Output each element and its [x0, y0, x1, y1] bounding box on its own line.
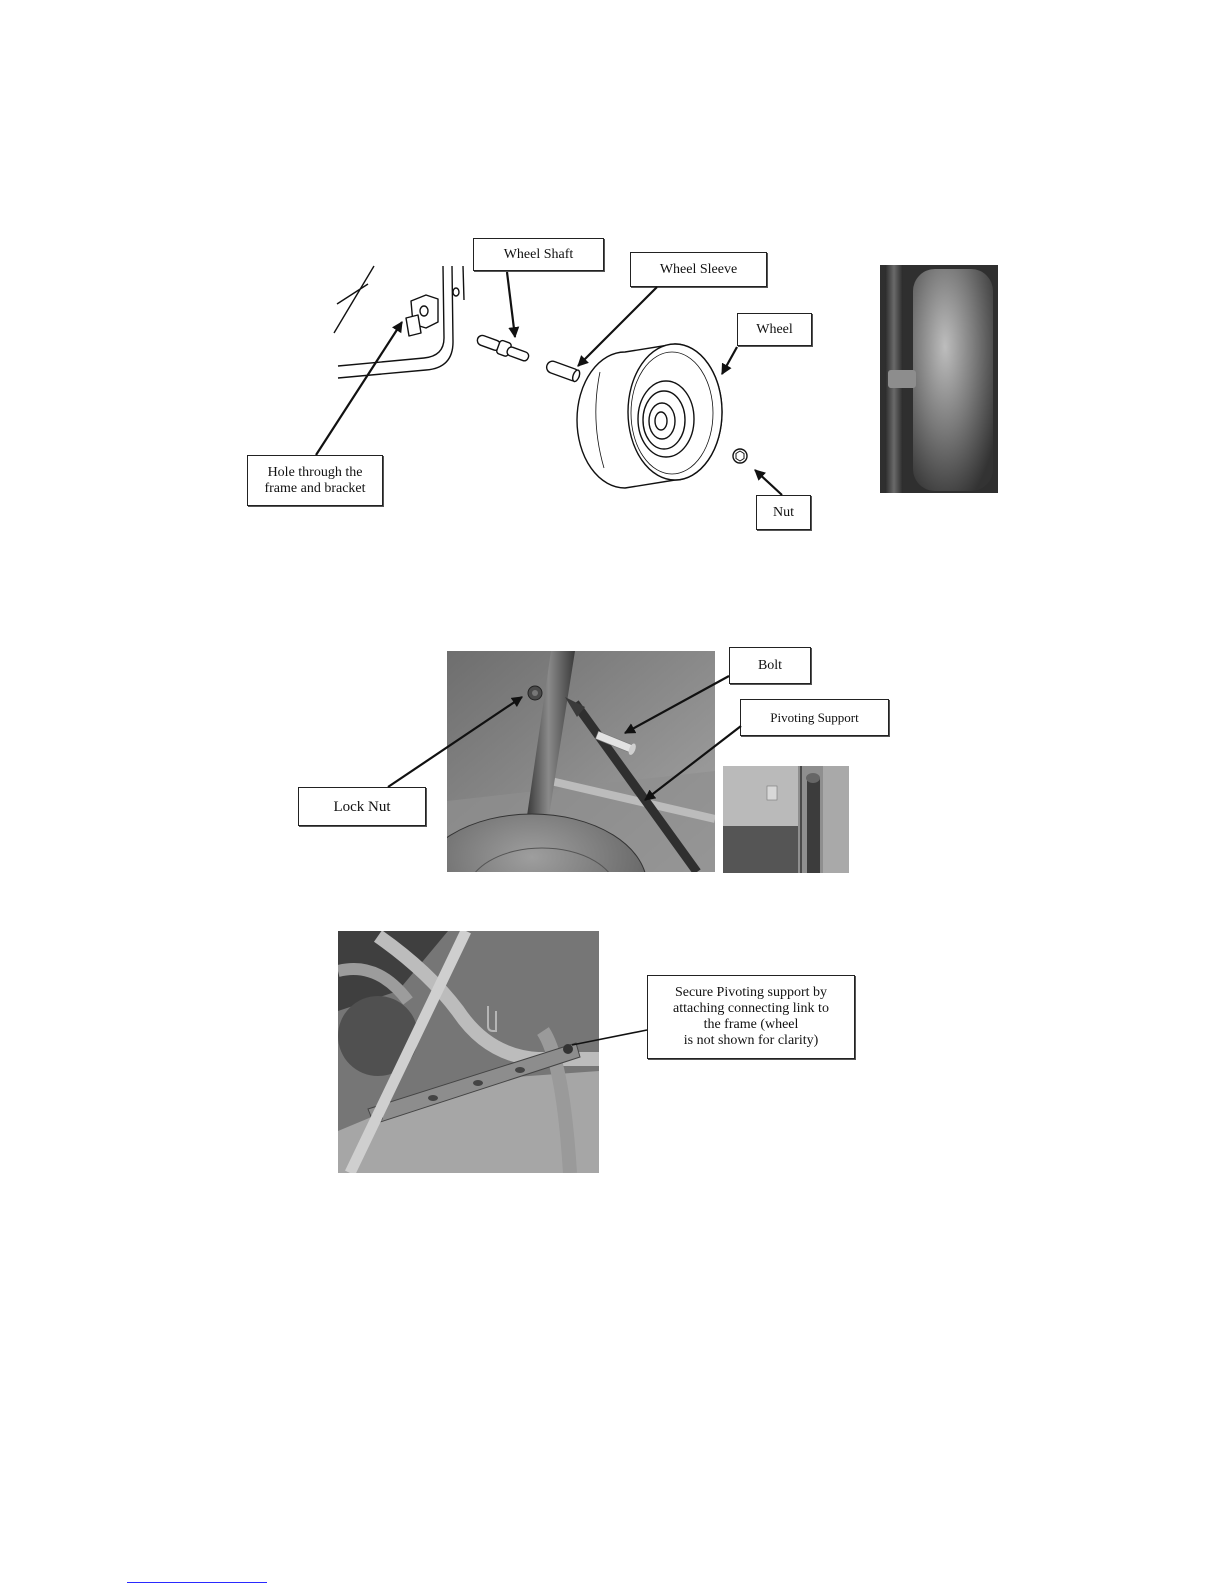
secure-note-line-4: is not shown for clarity): [683, 1033, 819, 1048]
wheel-shaft-label: [473, 238, 604, 271]
pivoting-support-label: [740, 699, 889, 736]
connecting-link-photo: [338, 931, 599, 1173]
lock-nut-label: [298, 787, 426, 826]
secure-note-line-1: Secure Pivoting support by: [674, 985, 828, 1000]
wheel-shaft-part: [475, 332, 531, 364]
secure-note-label: [647, 975, 855, 1059]
bolt-label-text: Bolt: [757, 657, 783, 673]
footer-link-underline: [127, 1582, 267, 1583]
wheel-sleeve-label-text: Wheel Sleeve: [659, 261, 738, 277]
bolt-detail-photo: [723, 766, 849, 873]
wheel-label-text: Wheel: [756, 321, 793, 337]
wheel-sleeve-label: [630, 252, 767, 287]
pivoting-support-label-text: Pivoting Support: [770, 709, 859, 725]
hole-label: [247, 455, 383, 506]
nut-label-text: Nut: [773, 504, 794, 520]
lock-nut-label-text: Lock Nut: [333, 798, 391, 815]
wheel-part: [577, 344, 722, 488]
secure-note-line-2: attaching connecting link to: [673, 1001, 829, 1016]
secure-note-line-3: the frame (wheel: [703, 1017, 799, 1032]
installed-wheel-photo: [880, 265, 998, 493]
wheel-label: [737, 313, 812, 346]
hole-label-line-2: frame and bracket: [264, 480, 366, 496]
pivoting-support-photo: [447, 651, 715, 872]
nut-part: [733, 449, 747, 463]
wheel-sleeve-part: [545, 360, 581, 383]
frame-part: [334, 266, 464, 378]
wheel-shaft-label-text: Wheel Shaft: [503, 246, 574, 262]
bracket-part: [406, 288, 459, 336]
nut-label: [756, 495, 811, 530]
bolt-label: [729, 647, 811, 684]
hole-label-line-1: Hole through the: [267, 464, 363, 480]
